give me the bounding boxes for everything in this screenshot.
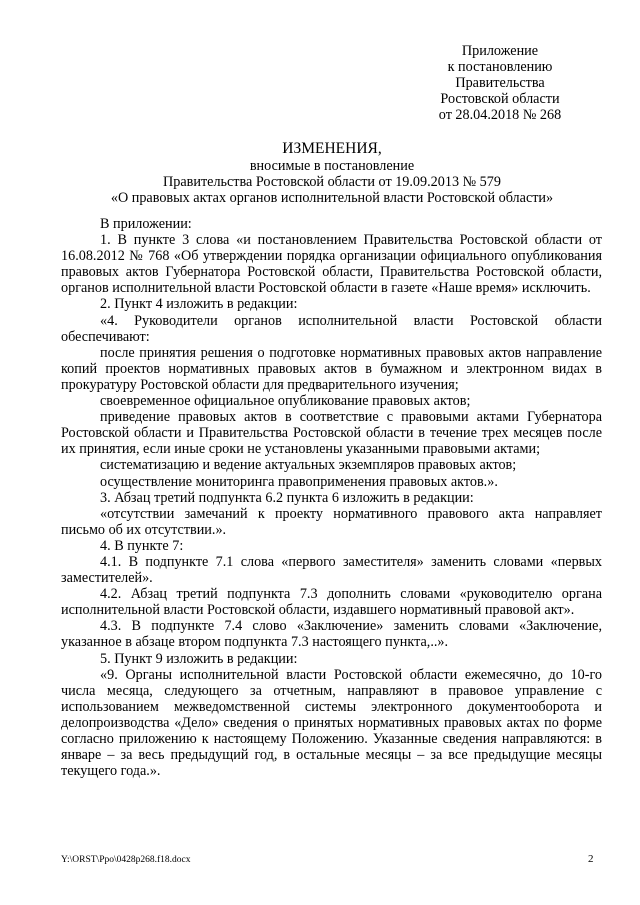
appendix-line: к постановлению bbox=[447, 59, 553, 75]
heading-line: «О правовых актах органов исполнительной власти Ростовской области» bbox=[110, 190, 554, 207]
paragraph: 4.1. В подпункте 7.1 слова «первого заместителя» заменить словами «первых заместителей». bbox=[61, 553, 602, 587]
paragraph: своевременное официальное опубликование правовых актов; bbox=[100, 393, 471, 410]
page-number: 2 bbox=[588, 853, 594, 865]
paragraph: 2. Пункт 4 изложить в редакции: bbox=[100, 296, 298, 313]
paragraph: «отсутствии замечаний к проекту нормативного правового акта направляет письмо об их отсутствии.». bbox=[61, 505, 602, 538]
paragraph: 4.3. В подпункте 7.4 слово «Заключение» заменить словами «Заключение, указанное в абзаце втором подпункта 7.3 настоящего пункта,..». bbox=[61, 618, 602, 651]
paragraph: 3. Абзац третий подпункта 6.2 пункта 6 изложить в редакции: bbox=[100, 489, 474, 506]
document-heading bbox=[60, 140, 604, 207]
document-body bbox=[61, 216, 602, 779]
paragraph: приведение правовых актов в соответствие с правовыми актами Губернатора Ростовской области и Правительства Ростовской области в течение трех месяцев после их принятия, если иные сроки не установлены указанными правовыми актами; bbox=[61, 409, 602, 458]
paragraph: 5. Пункт 9 изложить в редакции: bbox=[100, 650, 298, 667]
appendix-line: Ростовской области bbox=[440, 91, 560, 107]
appendix-line: от 28.04.2018 № 268 bbox=[438, 107, 562, 123]
heading-line: вносимые в постановление bbox=[249, 158, 415, 174]
appendix-line: Приложение bbox=[461, 43, 539, 59]
paragraph: 1. В пункте 3 слова «и постановлением Правительства Ростовской области от 16.08.2012 № 768 «Об утверждении порядка организации официального опубликования правовых актов Губернатора Ростовской области, Правительства Ростовской области, органов исполнительной власти Ростовской области в газете «Наше время» исключить. bbox=[61, 232, 602, 297]
paragraph: В приложении: bbox=[100, 216, 192, 232]
paragraph: систематизацию и ведение актуальных экземпляров правовых актов; bbox=[100, 457, 517, 474]
paragraph: «9. Органы исполнительной власти Ростовской области ежемесячно, до 10-го числа месяца, следующего за отчетным, направляют в правовое управление с использованием межведомственной системы электронного документооборота и делопроизводства «Дело» сведения о принятых нормативных правовых актах по форме согласно приложению к настоящему Положению. Указанные сведения направляются: в январе – за весь предыдущий год, в остальные месяцы – за все предыдущие месяцы текущего года.». bbox=[61, 666, 602, 780]
paragraph: после принятия решения о подготовке нормативных правовых актов направление копий проектов нормативных правовых актов в бумажном и электронном видах в прокуратуру Ростовской области для предварительного изучения; bbox=[61, 344, 602, 393]
paragraph: осуществление мониторинга правоприменения правовых актов.». bbox=[100, 473, 498, 490]
paragraph: 4. В пункте 7: bbox=[100, 537, 184, 554]
heading-title: ИЗМЕНЕНИЯ, bbox=[282, 140, 382, 157]
paragraph: «4. Руководители органов исполнительной власти Ростовской области обеспечивают: bbox=[61, 312, 602, 345]
appendix-block bbox=[400, 43, 600, 123]
paragraph: 4.2. Абзац третий подпункта 7.3 дополнить словами «руководителю органа исполнительной власти Ростовской области, издавшего нормативный правовой акт». bbox=[61, 586, 602, 619]
heading-line: Правительства Ростовской области от 19.09.2013 № 579 bbox=[163, 174, 501, 191]
footer-file-path: Y:\ORST\Ppo\0428p268.f18.docx bbox=[61, 855, 191, 865]
appendix-line: Правительства bbox=[455, 75, 545, 91]
